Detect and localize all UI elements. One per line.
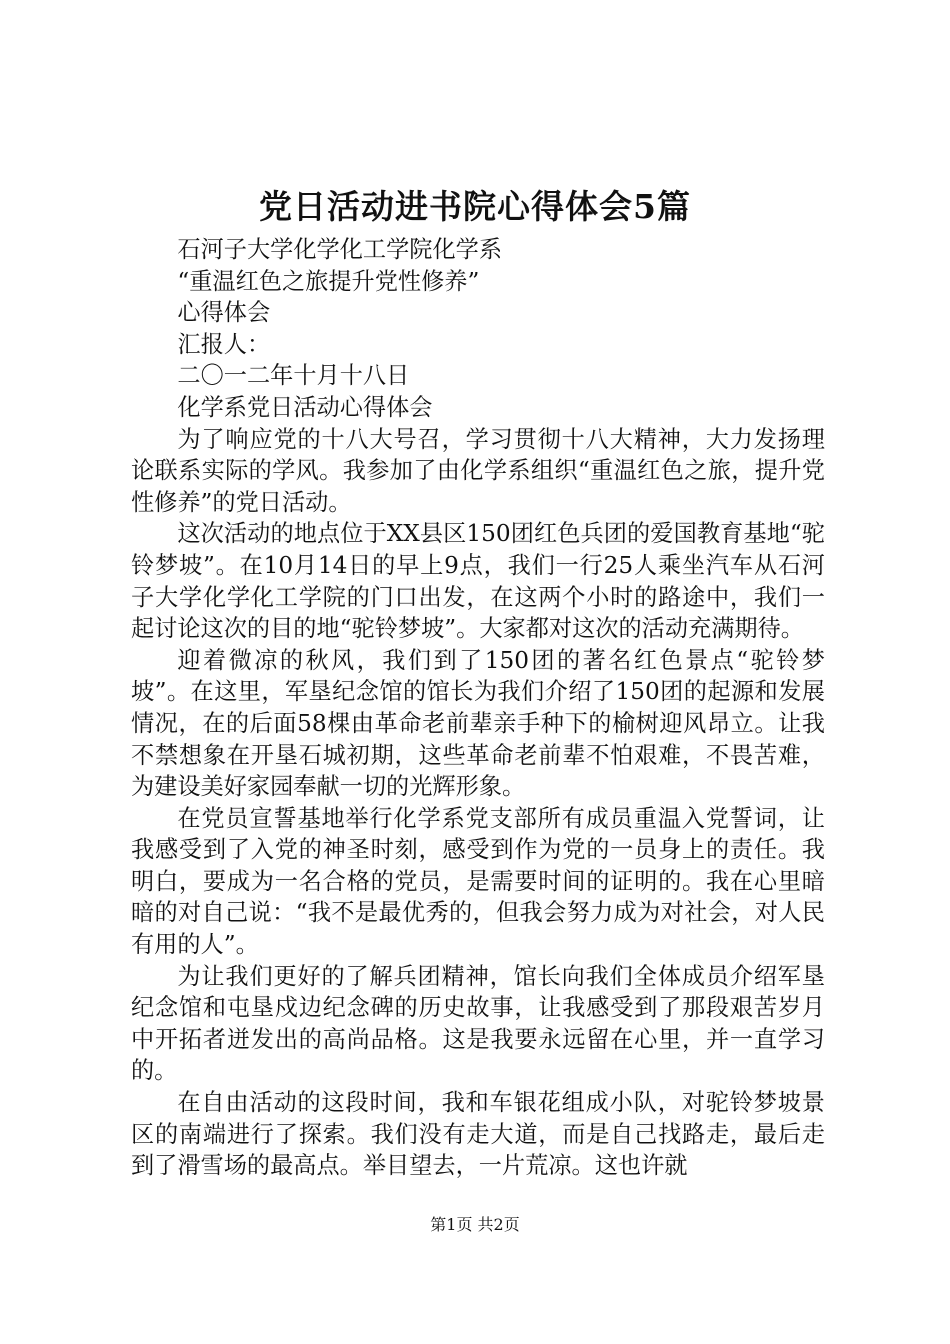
paragraph: 这次活动的地点位于XX县区150团红色兵团的爱国教育基地“驼铃梦坡”。在10月14日的早上9点，我们一行25人乘坐汽车从石河子大学化学化工学院的门口出发，在这两个小时的路途中，我们一起讨论这次的目的地“驼铃梦坡”。大家都对这次的活动充满期待。: [131, 520, 825, 643]
paragraph: 为了响应党的十八大号召，学习贯彻十八大精神，大力发扬理论联系实际的学风。我参加了由化学系组织“重温红色之旅，提升党性修养”的党日活动。: [131, 425, 825, 516]
paragraph: 为让我们更好的了解兵团精神，馆长向我们全体成员介绍军垦纪念馆和屯垦戍边纪念碑的历史故事，让我感受到了那段艰苦岁月中开拓者迸发出的高尚品格。这是我要永远留在心里，并一直学习的。: [131, 962, 825, 1085]
page-footer: 第1页 共2页: [430, 1215, 520, 1234]
paragraph: 石河子大学化学化工学院化学系: [177, 236, 503, 263]
paragraph: 迎着微凉的秋风，我们到了150团的著名红色景点“驼铃梦坡”。在这里，军垦纪念馆的馆长为我们介绍了150团的起源和发展情况，在的后面58棵由革命老前辈亲手种下的榆树迎风昂立。让我不禁想象在开垦石城初期，这些革命老前辈不怕艰难，不畏苦难，为建设美好家园奉献一切的光辉形象。: [131, 646, 825, 801]
paragraph: 化学系党日活动心得体会: [177, 393, 433, 421]
document-body: [131, 234, 825, 1182]
paragraph: 汇报人：: [177, 330, 271, 358]
paragraph: 心得体会: [177, 299, 271, 327]
paragraph: 在自由活动的这段时间，我和车银花组成小队，对驼铃梦坡景区的南端进行了探索。我们没有走大道，而是自己找路走，最后走到了滑雪场的最高点。举目望去，一片荒凉。这也许就: [131, 1089, 825, 1180]
paragraph: 二〇一二年十月十八日: [177, 362, 410, 390]
paragraph: 在党员宣誓基地举行化学系党支部所有成员重温入党誓词，让我感受到了入党的神圣时刻，感受到作为党的一员身上的责任。我明白，要成为一名合格的党员，是需要时间的证明的。我在心里暗暗的对自己说：“我不是最优秀的，但我会努力成为对社会，对人民有用的人”。: [131, 804, 825, 959]
paragraph: “重温红色之旅提升党性修养”: [177, 267, 480, 295]
document-title: 党日活动进书院心得体会5篇: [259, 187, 691, 226]
